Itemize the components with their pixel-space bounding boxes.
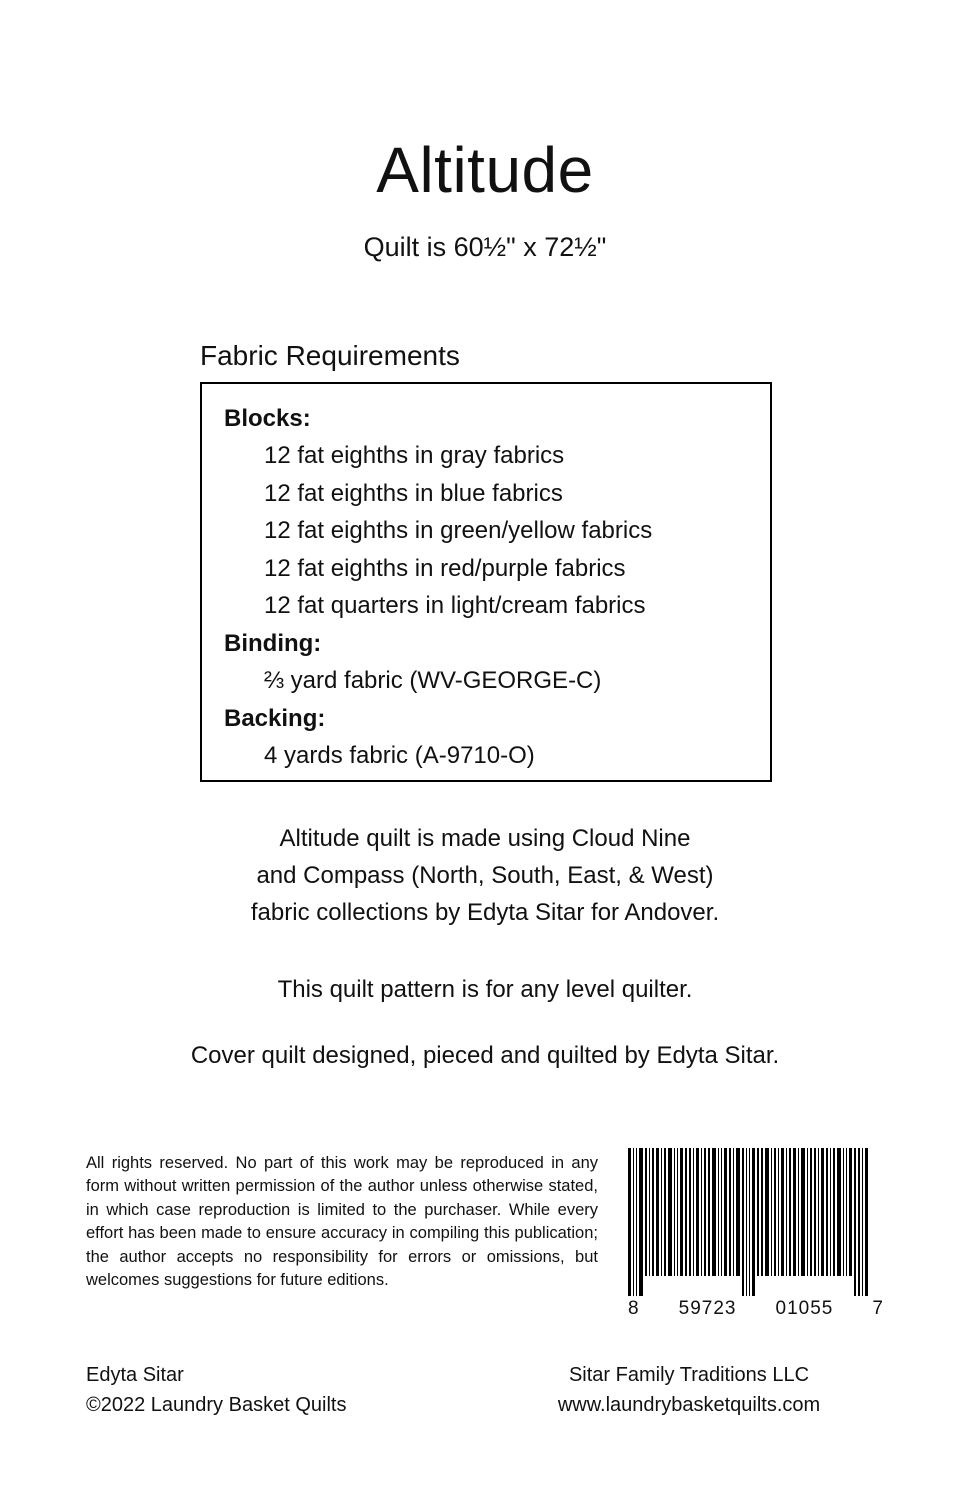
copyright-line: ©2022 Laundry Basket Quilts: [86, 1394, 347, 1416]
blocks-item: 12 fat eighths in gray fabrics: [264, 442, 565, 470]
description-line: fabric collections by Edyta Sitar for Andover.: [250, 899, 720, 927]
description-line: Altitude quilt is made using Cloud Nine: [279, 825, 691, 852]
backing-label: Backing:: [224, 704, 326, 732]
website-url[interactable]: www.laundrybasketquilts.com: [557, 1394, 821, 1416]
backing-item: 4 yards fabric (A-9710-O): [264, 741, 535, 769]
blocks-item: 12 fat eighths in green/yellow fabrics: [264, 517, 653, 545]
fabric-requirements-heading: Fabric Requirements: [200, 340, 460, 371]
author-name: Edyta Sitar: [86, 1364, 184, 1386]
page-title: Altitude: [376, 134, 594, 206]
publisher-credit: [490, 1360, 888, 1420]
quilt-size-subtitle: Quilt is 60½" x 72½": [363, 232, 607, 262]
barcode-digits: [628, 1298, 884, 1320]
author-credit: [86, 1360, 346, 1420]
company-name: Sitar Family Traditions LLC: [568, 1364, 810, 1386]
binding-item: ⅔ yard fabric (WV-GEORGE-C): [264, 667, 602, 695]
binding-label: Binding:: [224, 629, 322, 657]
barcode-left-digit: 8: [628, 1298, 640, 1319]
cover-credit-note: Cover quilt designed, pieced and quilted by Edyta Sitar.: [190, 1042, 780, 1069]
barcode-bars: [628, 1148, 884, 1296]
legal-notice: All rights reserved. No part of this work may be reproduced in any form without written permission of the author unless otherwise stated, in which case reproduction is limited to the purchaser. While every effort has been made to ensure accuracy in compiling this publication; the author accepts no responsibility for errors or omissions, but welcomes suggestions for future editions.: [86, 1154, 598, 1290]
barcode-right-digit: 7: [872, 1298, 884, 1319]
blocks-item: 12 fat quarters in light/cream fabrics: [264, 592, 646, 620]
fabric-requirements-box: [200, 382, 772, 782]
blocks-item: 12 fat eighths in blue fabrics: [264, 479, 563, 507]
skill-level-note: This quilt pattern is for any level quilter.: [277, 976, 693, 1003]
barcode-group-two: 01055: [775, 1298, 834, 1319]
blocks-item: 12 fat eighths in red/purple fabrics: [264, 554, 626, 582]
collection-description: [0, 820, 970, 932]
barcode-group-one: 59723: [678, 1298, 737, 1319]
blocks-label: Blocks:: [224, 405, 311, 432]
description-line: and Compass (North, South, East, & West): [256, 862, 714, 890]
barcode: [628, 1148, 884, 1320]
